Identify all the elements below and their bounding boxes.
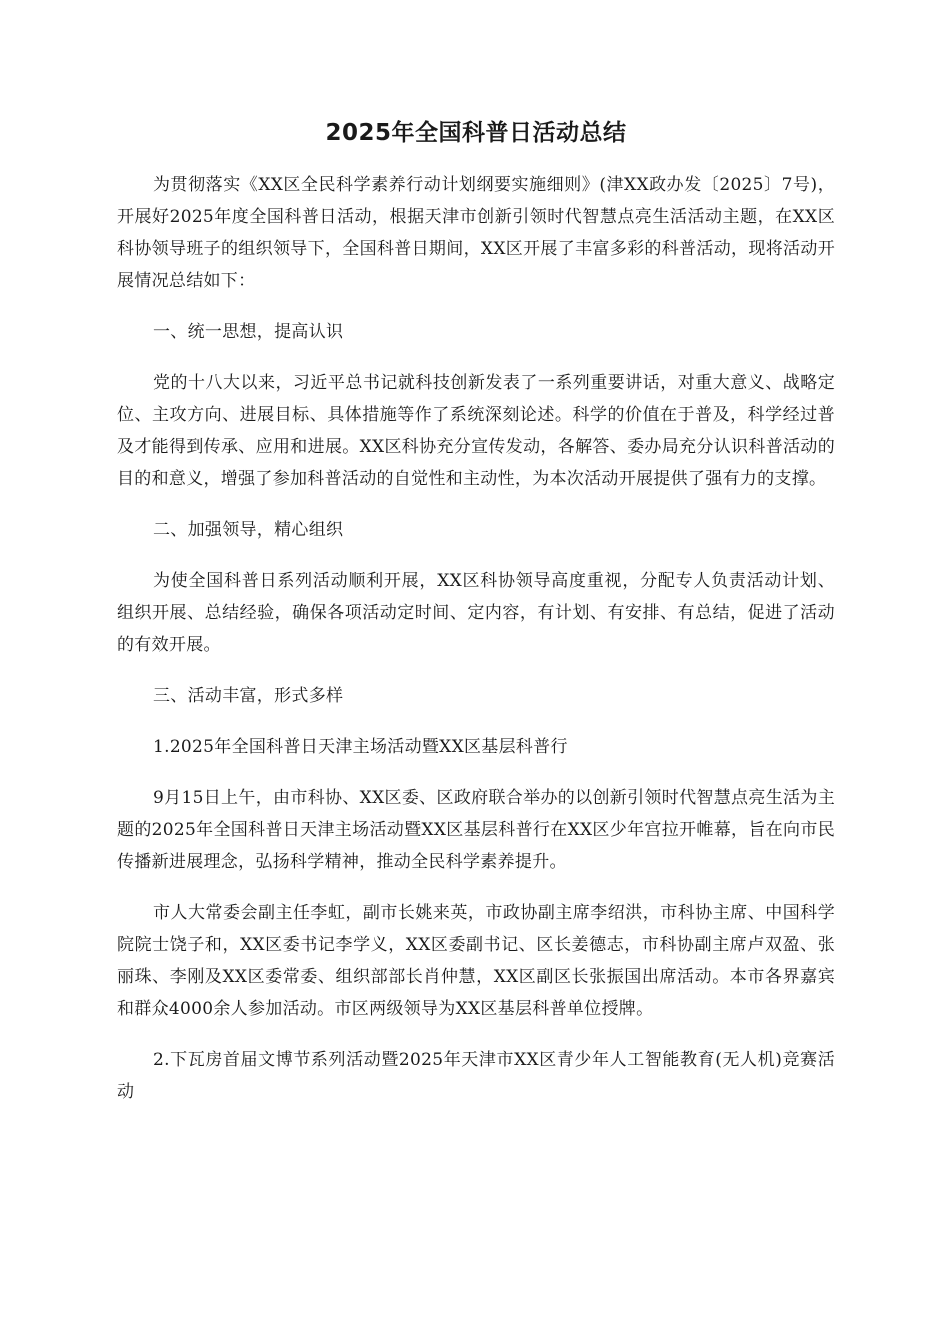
section-heading-3: 三、活动丰富，形式多样 xyxy=(153,686,344,706)
subsection-heading-1: 1.2025年全国科普日天津主场活动暨XX区基层科普行 xyxy=(153,737,568,757)
document-title: 2025年全国科普日活动总结 xyxy=(325,120,627,146)
section-heading-2: 二、加强领导，精心组织 xyxy=(153,520,344,540)
section-1-paragraph: 党的十八大以来，习近平总书记就科技创新发表了一系列重要讲话，对重大意义、战略定位、主攻方向、进展目标、具体措施等作了系统深刻论述。科学的价值在于普及，科学经过普及才能得到传承、应用和进展。XX区科协充分宣传发动，各解答、委办局充分认识科普活动的目的和意义，增强了参加科普活动的自觉性和主动性，为本次活动开展提供了强有力的支撑。 xyxy=(117,373,835,489)
document-body xyxy=(117,169,835,1108)
subsection-1-paragraph-2: 市人大常委会副主任李虹，副市长姚来英，市政协副主席李绍洪，市科协主席、中国科学院院士饶子和，XX区委书记李学义，XX区委副书记、区长姜德志，市科协副主席卢双盈、张丽珠、李刚及XX区委常委、组织部部长肖仲慧，XX区副区长张振国出席活动。本市各界嘉宾和群众4000余人参加活动。市区两级领导为XX区基层科普单位授牌。 xyxy=(117,903,835,1019)
subsection-1-paragraph-1: 9月15日上午，由市科协、XX区委、区政府联合举办的以创新引领时代智慧点亮生活为主题的2025年全国科普日天津主场活动暨XX区基层科普行在XX区少年宫拉开帷幕，旨在向市民传播新进展理念，弘扬科学精神，推动全民科学素养提升。 xyxy=(117,788,835,872)
section-2-paragraph: 为使全国科普日系列活动顺利开展，XX区科协领导高度重视，分配专人负责活动计划、组织开展、总结经验，确保各项活动定时间、定内容，有计划、有安排、有总结，促进了活动的有效开展。 xyxy=(117,571,835,655)
section-heading-1: 一、统一思想，提高认识 xyxy=(153,322,344,342)
intro-paragraph: 为贯彻落实《XX区全民科学素养行动计划纲要实施细则》(津XX政办发〔2025〕7号)，开展好2025年度全国科普日活动，根据天津市创新引领时代智慧点亮生活活动主题，在XX区科协领导班子的组织领导下，全国科普日期间，XX区开展了丰富多彩的科普活动，现将活动开展情况总结如下： xyxy=(117,175,835,291)
subsection-heading-2: 2.下瓦房首届文博节系列活动暨2025年天津市XX区青少年人工智能教育(无人机)竞赛活动 xyxy=(117,1050,835,1102)
